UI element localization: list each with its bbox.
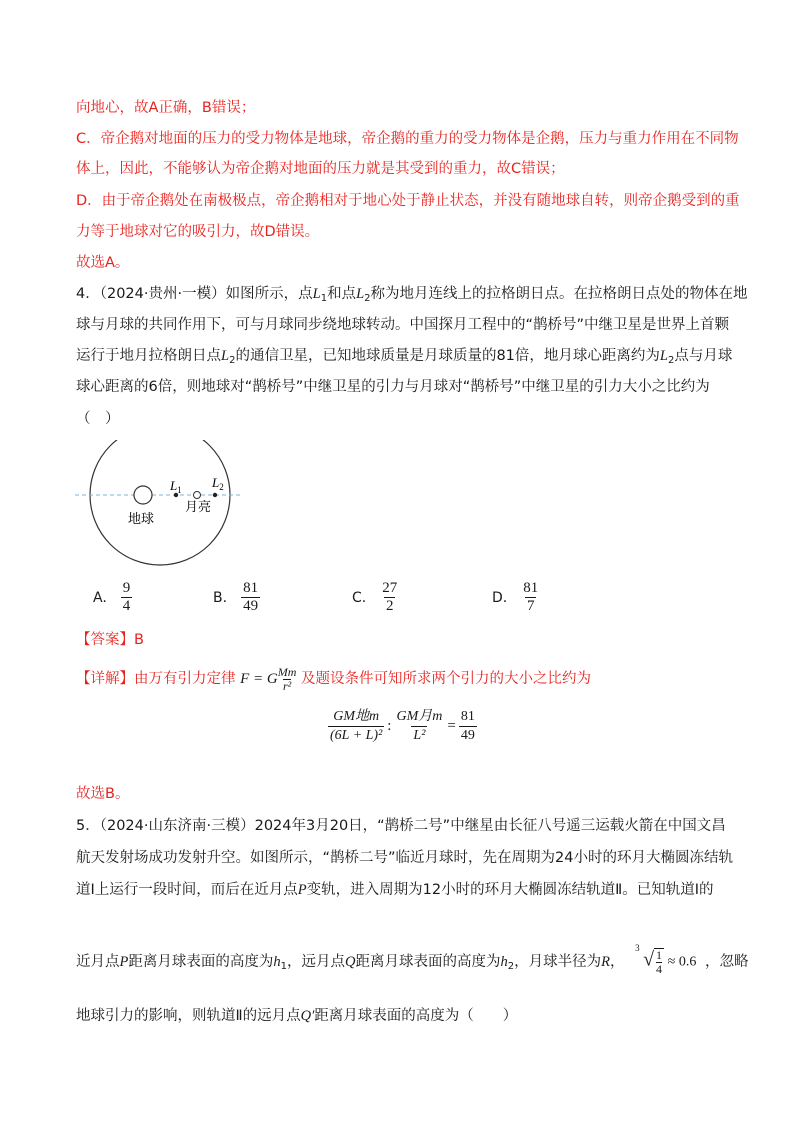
- answer-tag: 【答案】: [76, 632, 134, 648]
- cube-root-expression: 3 √ $\frac{1}{4}$ ≈ 0.6: [635, 943, 697, 976]
- option-fraction: $\frac{27}{2}$: [382, 580, 398, 614]
- detail-line: 【详解】由万有引力定律 F = G $\frac{Mm}{\text{r²}}$ 及题设条件可知所求两个引力的大小之比约为: [76, 665, 592, 694]
- q5-line-4: 近月点P距离月球表面的高度为$h_1$，远月点Q距离月球表面的高度为$h_2$，月球半径为R， 3 √ $\frac{1}{4}$ ≈ 0.6 ，忽略: [76, 943, 749, 976]
- option-letter: A.: [93, 589, 107, 606]
- q5-line-2: 航天发射场成功发射升空。如图所示，“鹊桥二号”临近月球时，先在周期为24小时的环月大椭圆冻结轨: [76, 850, 733, 866]
- q4-line-4: 球心距离的6倍，则地球对“鹊桥号”中继卫星的引力与月球对“鹊桥号”中继卫星的引力大小之比约为: [76, 379, 710, 395]
- earth-circle: [134, 486, 152, 504]
- q5-line-1: 5．（2024·山东济南·三模）2024年3月20日，“鹊桥二号”中继星由长征八号遥三运载火箭在中国文昌: [76, 818, 726, 834]
- q4-line-3: 运行于地月拉格朗日点$L_2$的通信卫星，已知地球质量是月球质量的81倍，地月球心距离约为$L_2$点与月球: [76, 348, 733, 366]
- q4-line-5: （ ）: [76, 411, 120, 427]
- solution-conclusion: 故选A。: [76, 255, 130, 271]
- option-fraction: $\frac{81}{7}$: [523, 580, 539, 614]
- answer-value: B: [134, 632, 144, 648]
- label-l2: $L_2$: [212, 475, 224, 492]
- ratio-formula: $\frac{\text{GM地m}}{\text{(6L + L)²}}$ : $\frac{\text{GM月m}}{\text{L²}}$ = $\frac{81}{49}$: [330, 709, 475, 743]
- option-letter: C.: [352, 589, 367, 606]
- option-fraction: $\frac{81}{49}$: [243, 580, 259, 614]
- earth-moon-diagram: [70, 440, 270, 580]
- solution-line-1: 向地心，故A正确，B错误；: [76, 100, 256, 116]
- q5-line-3: 道Ⅰ上运行一段时间，而后在近月点P变轨，进入周期为12小时的环月大椭圆冻结轨道Ⅱ。已知轨道Ⅰ的: [76, 882, 714, 898]
- solution-line-4: D．由于帝企鹅处在南极极点，帝企鹅相对于地心处于静止状态，并没有随地球自转，则帝企鹅受到的重: [76, 193, 740, 209]
- option-letter: D.: [492, 589, 508, 606]
- label-l1: $L_1$: [170, 478, 182, 495]
- option-d[interactable]: [492, 580, 540, 615]
- solution-line-2: C．帝企鹅对地面的压力的受力物体是地球，帝企鹅的重力的受力物体是企鹅，压力与重力作用在不同物: [76, 131, 739, 147]
- label-moon: 月亮: [185, 500, 212, 515]
- option-c[interactable]: [352, 580, 399, 615]
- q4-line-2: 球与月球的共同作用下，可与月球同步绕地球转动。中国探月工程中的“鹊桥号”中继卫星是世界上首颗: [76, 317, 730, 333]
- label-earth: 地球: [128, 512, 155, 527]
- answer-line: [76, 630, 144, 650]
- conclusion-b: 故选B。: [76, 786, 130, 802]
- option-letter: B.: [213, 589, 228, 606]
- q5-line-5: 地球引力的影响，则轨道Ⅱ的远月点Q′距离月球表面的高度为（ ）: [76, 1008, 518, 1024]
- option-fraction: $\frac{9}{4}$: [122, 580, 131, 614]
- point-l2: [213, 493, 217, 497]
- moon-circle: [194, 492, 201, 499]
- solution-line-3: 体上，因此，不能够认为帝企鹅对地面的压力就是其受到的重力，故C错误；: [76, 161, 565, 177]
- solution-line-5: 力等于地球对它的吸引力，故D错误。: [76, 224, 320, 240]
- q4-line-1: 4．（2024·贵州·一模）如图所示，点$L_1$和点$L_2$称为地月连线上的拉格朗日点。在拉格朗日点处的物体在地: [76, 286, 748, 304]
- gravity-law-formula: F = G $\frac{Mm}{\text{r²}}$: [240, 665, 297, 694]
- option-b[interactable]: [213, 580, 260, 615]
- option-a[interactable]: [93, 580, 132, 615]
